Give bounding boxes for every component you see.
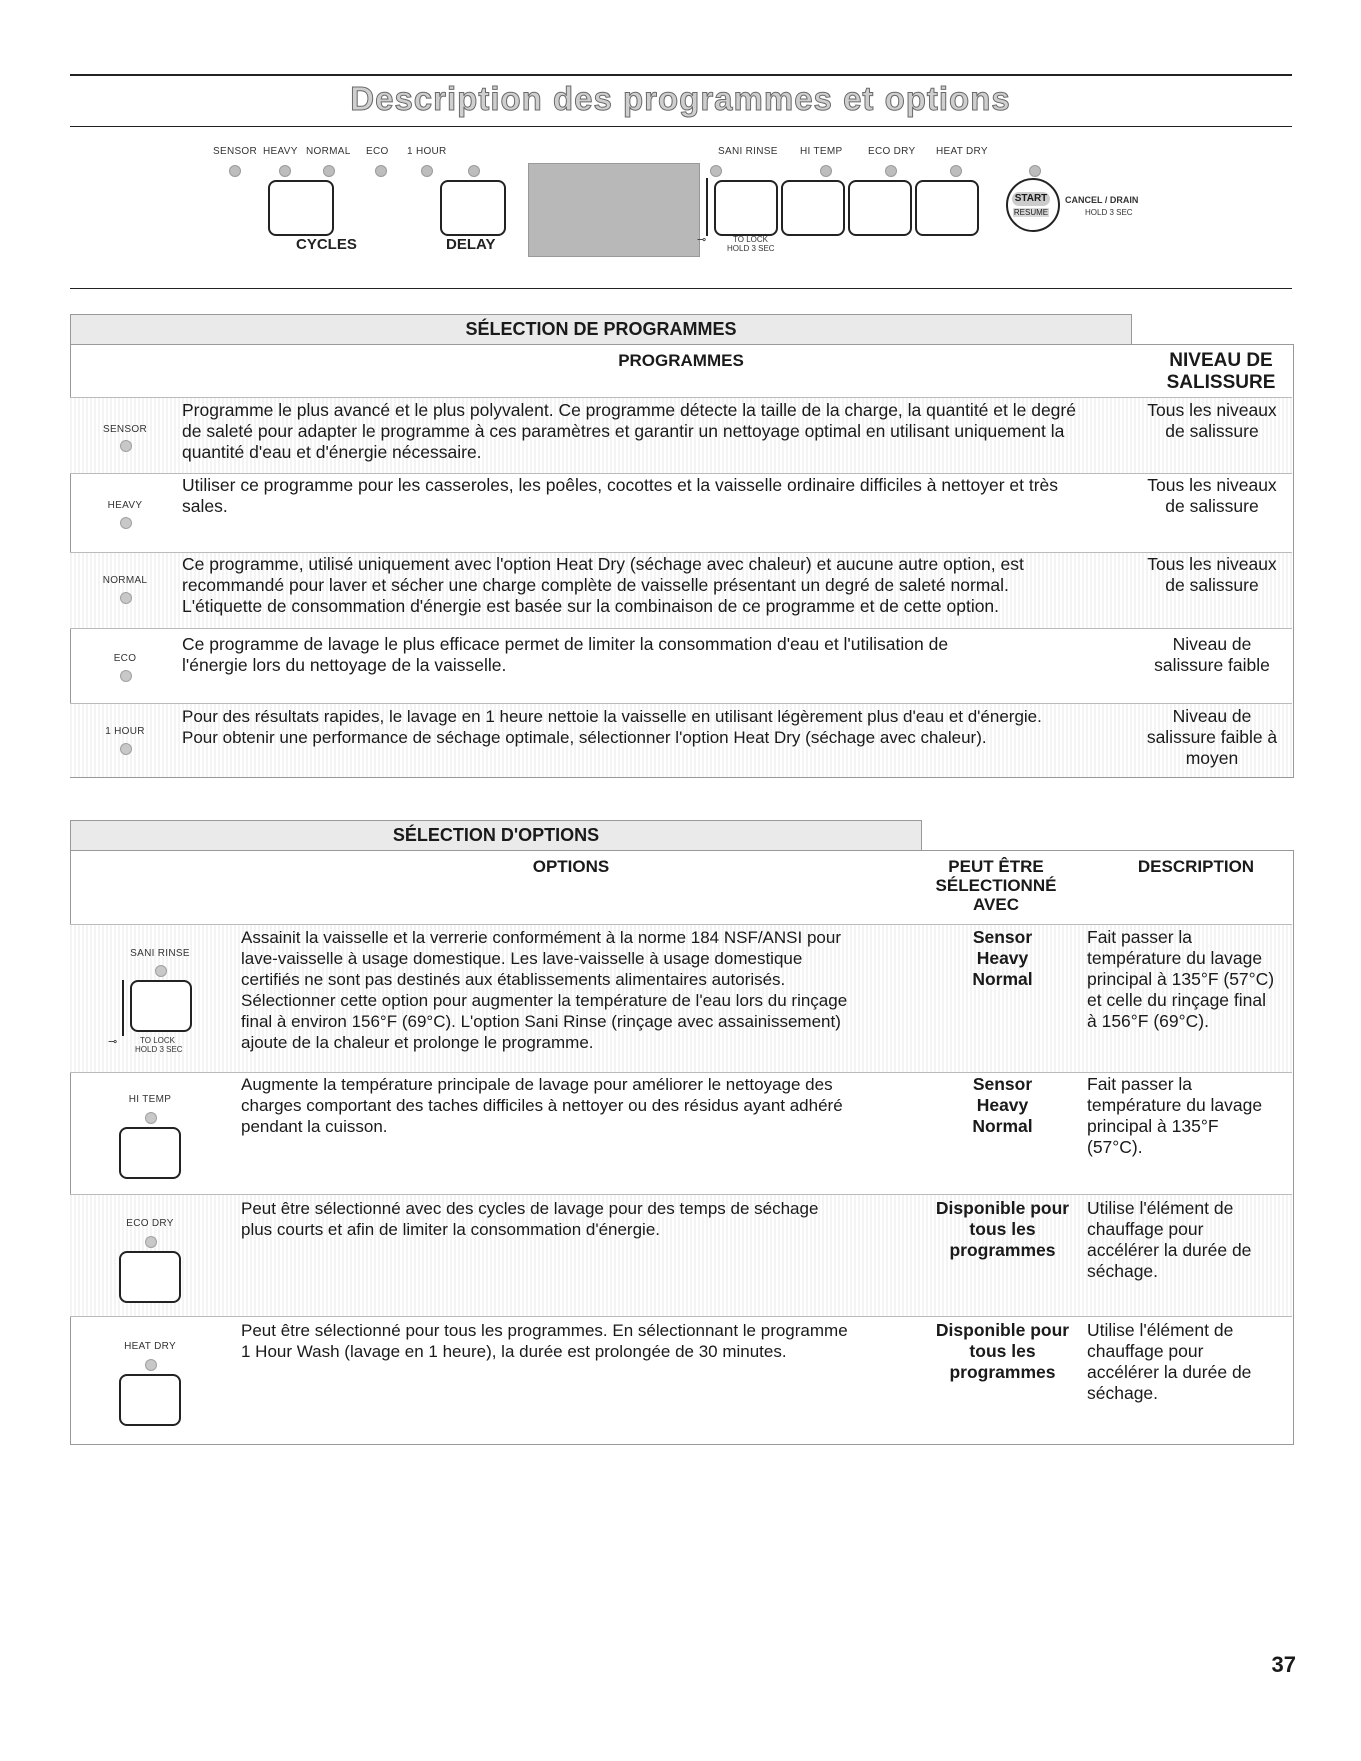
option-description-sani-rinse: Fait passer la température du lavage principal à 135°F (57°C) et celle du rinçage final à 156°F (69°C).: [1087, 927, 1275, 1031]
program-name-normal: NORMAL: [102, 575, 148, 586]
program-name-eco: ECO: [113, 653, 137, 664]
led-delay-icon: [468, 165, 480, 177]
led-start-icon: [1029, 165, 1041, 177]
option-desc-heat-dry: Peut être sélectionné pour tous les programmes. En sélectionnant le programme 1 Hour Wash (lavage en 1 heure), la durée est prolongée de 30 minutes.: [241, 1321, 848, 1361]
panel-lock-hold: HOLD 3 SEC: [727, 244, 775, 253]
option-select-hi-temp: Sensor Heavy Normal: [972, 1074, 1033, 1136]
option-button-heat-dry-icon: [119, 1374, 181, 1426]
option-name-eco-dry: ECO DRY: [126, 1218, 174, 1229]
option-led-hi-temp-icon: [145, 1112, 157, 1124]
led-eco-icon: [375, 165, 387, 177]
title-rule: [70, 126, 1292, 127]
program-desc-eco: Ce programme de lavage le plus efficace permet de limiter la consommation d'eau et l'utilisation de l'énergie lors du nettoyage de la vaisselle.: [182, 634, 949, 675]
panel-led-sani-rinse: SANI RINSE: [718, 146, 778, 157]
options-tab-title: SÉLECTION D'OPTIONS: [392, 825, 600, 845]
options-col-header: OPTIONS: [532, 857, 610, 876]
programs-level-header-2: SALISSURE: [1166, 372, 1276, 393]
display-screen: [528, 163, 700, 257]
program-level-normal: Tous les niveaux de salissure: [1147, 554, 1277, 595]
option-desc-eco-dry: Peut être sélectionné avec des cycles de lavage pour des temps de séchage plus courts et afin de limiter la consommation d'énergie.: [241, 1199, 819, 1239]
led-heat-dry-icon: [950, 165, 962, 177]
program-name-1hour: 1 HOUR: [105, 726, 145, 737]
lock-bracket: [706, 178, 708, 236]
programs-level-header-1: NIVEAU DE: [1169, 350, 1273, 371]
panel-led-1hour: 1 HOUR: [407, 146, 447, 157]
options-select-header: PEUT ÊTRE SÉLECTIONNÉ AVEC: [935, 857, 1057, 914]
option-name-heat-dry: HEAT DRY: [124, 1341, 176, 1352]
option-lock-label: TO LOCK: [140, 1036, 175, 1045]
program-level-sensor: Tous les niveaux de salissure: [1147, 400, 1277, 441]
delay-button[interactable]: [440, 180, 506, 236]
sani-rinse-button[interactable]: [714, 180, 778, 236]
led-eco-dry-icon: [885, 165, 897, 177]
program-desc-normal: Ce programme, utilisé uniquement avec l'option Heat Dry (séchage avec chaleur) et aucune autre option, est recommandé pour laver et sécher une charge complète de vaisselle présentant un degré de saleté normal. L'étiquette de consommation d'énergie est basée sur la combinaison de ce programme et de cette option.: [182, 554, 1024, 616]
start-label: START: [1012, 192, 1050, 206]
top-rule: [70, 74, 1292, 76]
option-lock-key-icon: ⊸: [108, 1036, 118, 1048]
panel-led-heat-dry: HEAT DRY: [936, 146, 988, 157]
page-title: Description des programmes et options: [350, 80, 1011, 117]
option-description-hi-temp: Fait passer la température du lavage principal à 135°F (57°C).: [1087, 1074, 1263, 1157]
programs-col-header: PROGRAMMES: [618, 351, 744, 370]
program-led-normal-icon: [120, 592, 132, 604]
option-button-sani-rinse-icon: [130, 980, 192, 1032]
led-hi-temp-icon: [820, 165, 832, 177]
led-normal-icon: [323, 165, 335, 177]
programs-tab-title: SÉLECTION DE PROGRAMMES: [465, 319, 737, 339]
option-select-sani-rinse: Sensor Heavy Normal: [972, 927, 1033, 989]
program-led-1hour-icon: [120, 743, 132, 755]
program-level-heavy: Tous les niveaux de salissure: [1147, 475, 1277, 516]
program-desc-sensor: Programme le plus avancé et le plus polyvalent. Ce programme détecte la taille de la charge, la quantité et le degré de saleté pour adapter le programme à ces paramètres et garantir un nettoyage optimal en utilisant uniquement la quantité d'eau et d'énergie nécessaire.: [182, 400, 1076, 462]
panel-led-normal: NORMAL: [306, 146, 351, 157]
option-name-sani-rinse: SANI RINSE: [130, 948, 190, 959]
option-button-eco-dry-icon: [119, 1251, 181, 1303]
cancel-drain-label: CANCEL / DRAIN: [1065, 195, 1139, 205]
start-resume-button[interactable]: [1006, 178, 1060, 232]
panel-led-eco: ECO: [366, 146, 389, 157]
panel-rule: [70, 288, 1292, 289]
option-button-hi-temp-icon: [119, 1127, 181, 1179]
hi-temp-button[interactable]: [781, 180, 845, 236]
program-led-sensor-icon: [120, 440, 132, 452]
option-desc-sani-rinse: Assainit la vaisselle et la verrerie conformément à la norme 184 NSF/ANSI pour lave-vaisselle à usage domestique. Les lave-vaisselle à usage domestique certifiés ne sont pas destinés aux établissements alimentaires autorisés. Sélectionner cette option pour augmenter la température de l'eau lors du rinçage final à environ 156°F (69°C). L'option Sani Rinse (rinçage avec assainissement) ajoute de la chaleur et prolonge le programme.: [241, 928, 848, 1052]
option-led-eco-dry-icon: [145, 1236, 157, 1248]
led-sani-rinse-icon: [710, 165, 722, 177]
panel-led-eco-dry: ECO DRY: [868, 146, 916, 157]
panel-lock-label: TO LOCK: [733, 235, 768, 244]
led-sensor-icon: [229, 165, 241, 177]
option-select-heat-dry: Disponible pour tous les programmes: [935, 1320, 1070, 1382]
options-desc-header: DESCRIPTION: [1137, 857, 1255, 876]
program-led-heavy-icon: [120, 517, 132, 529]
cycles-button[interactable]: [268, 180, 334, 236]
page-number: 37: [1271, 1652, 1296, 1677]
led-heavy-icon: [279, 165, 291, 177]
options-tab: [70, 820, 922, 851]
option-description-heat-dry: Utilise l'élément de chauffage pour accélérer la durée de séchage.: [1087, 1320, 1252, 1403]
option-description-eco-dry: Utilise l'élément de chauffage pour accélérer la durée de séchage.: [1087, 1198, 1252, 1281]
option-lock-bracket: [122, 980, 124, 1036]
cancel-hold-label: HOLD 3 SEC: [1085, 208, 1133, 217]
program-desc-heavy: Utiliser ce programme pour les casseroles, les poêles, cocottes et la vaisselle ordinaire difficiles à nettoyer et très sales.: [182, 475, 1059, 516]
eco-dry-button[interactable]: [848, 180, 912, 236]
led-1hour-icon: [421, 165, 433, 177]
option-select-eco-dry: Disponible pour tous les programmes: [935, 1198, 1070, 1260]
option-desc-hi-temp: Augmente la température principale de lavage pour améliorer le nettoyage des charges comportant des taches difficiles à nettoyer ou des résidus ayant adhéré pendant la cuisson.: [241, 1075, 843, 1136]
option-led-heat-dry-icon: [145, 1359, 157, 1371]
option-name-hi-temp: HI TEMP: [128, 1094, 172, 1105]
resume-label: RESUME: [1013, 208, 1049, 217]
panel-led-hi-temp: HI TEMP: [800, 146, 843, 157]
lock-key-icon: ⊸: [697, 234, 707, 246]
cycles-label: CYCLES: [296, 236, 357, 253]
program-level-1hour: Niveau de salissure faible à moyen: [1146, 706, 1278, 768]
panel-led-heavy: HEAVY: [263, 146, 298, 157]
program-name-heavy: HEAVY: [107, 500, 143, 511]
program-desc-1hour: Pour des résultats rapides, le lavage en 1 heure nettoie la vaisselle en utilisant légèrement plus d'eau et d'énergie. Pour obtenir une performance de séchage optimale, sélectionner l'option Heat Dry (séchage avec chaleur).: [182, 707, 1042, 747]
program-level-eco: Niveau de salissure faible: [1154, 634, 1270, 675]
heat-dry-button[interactable]: [915, 180, 979, 236]
option-led-sani-rinse-icon: [155, 965, 167, 977]
panel-led-sensor: SENSOR: [213, 146, 258, 157]
option-lock-hold: HOLD 3 SEC: [135, 1045, 183, 1054]
program-name-sensor: SENSOR: [102, 424, 148, 435]
programs-tab: [70, 314, 1132, 345]
delay-label: DELAY: [446, 236, 496, 253]
program-led-eco-icon: [120, 670, 132, 682]
